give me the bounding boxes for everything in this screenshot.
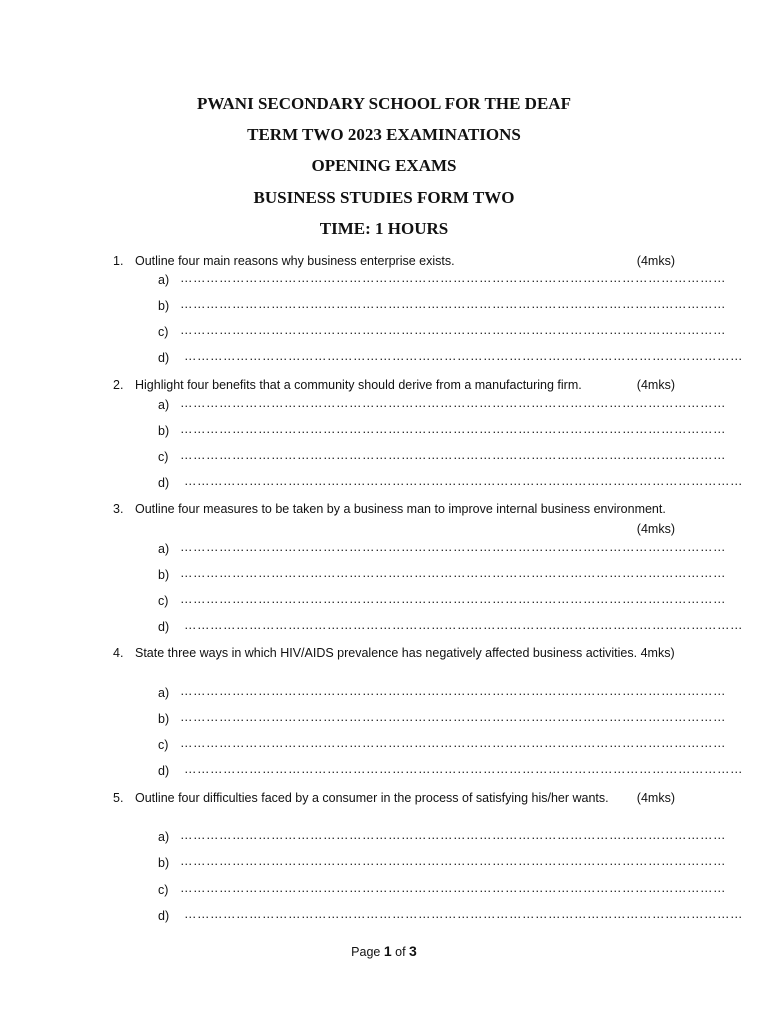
answer-label: d)	[158, 909, 170, 923]
answer-label: c)	[158, 325, 169, 339]
answer-label: d)	[158, 764, 170, 778]
question-marks: (4mks)	[636, 378, 675, 392]
answer-label: b)	[158, 856, 170, 870]
question-number: 3.	[113, 502, 124, 516]
answer-label: b)	[158, 568, 170, 582]
answer-label: b)	[158, 424, 170, 438]
subject-title: BUSINESS STUDIES FORM TWO	[253, 188, 515, 207]
question-text: Outline four difficulties faced by a consumer in the process of satisfying his/her wants.	[135, 791, 609, 805]
answer-dots: ………………………………………………………………………………………………………………	[180, 271, 726, 285]
page-word: Page	[351, 945, 381, 959]
answer-label: b)	[158, 299, 170, 313]
answer-dots: ………………………………………………………………………………………………………………	[180, 396, 726, 410]
page-number: 1	[383, 943, 392, 959]
answer-label: c)	[158, 450, 169, 464]
answer-dots: ………………………………………………………………………………………………………………	[180, 540, 726, 554]
answer-dots: …………………………………………………………………………………………………………………	[184, 618, 743, 632]
question-marks: (4mks)	[636, 791, 675, 805]
answer-dots: ………………………………………………………………………………………………………………	[180, 592, 726, 606]
answer-dots: …………………………………………………………………………………………………………………	[184, 907, 743, 921]
question-3	[113, 501, 675, 541]
answer-dots: ………………………………………………………………………………………………………………	[180, 854, 726, 868]
answer-dots: …………………………………………………………………………………………………………………	[184, 474, 743, 488]
answer-dots: ………………………………………………………………………………………………………………	[180, 297, 726, 311]
answer-dots: ………………………………………………………………………………………………………………	[180, 566, 726, 580]
answer-label: a)	[158, 686, 170, 700]
question-text: Highlight four benefits that a community should derive from a manufacturing firm.	[135, 378, 582, 392]
answer-dots: ………………………………………………………………………………………………………………	[180, 448, 726, 462]
question-number: 1.	[113, 254, 124, 268]
answer-dots: ………………………………………………………………………………………………………………	[180, 684, 726, 698]
page-total: 3	[409, 943, 417, 959]
question-number: 5.	[113, 791, 124, 805]
school-name: PWANI SECONDARY SCHOOL FOR THE DEAF	[197, 94, 571, 113]
of-word: of	[395, 945, 406, 959]
question-number: 2.	[113, 378, 124, 392]
answer-label: b)	[158, 712, 170, 726]
answer-label: a)	[158, 830, 170, 844]
answer-label: c)	[158, 883, 169, 897]
answer-label: a)	[158, 542, 170, 556]
exam-title: OPENING EXAMS	[311, 156, 457, 175]
answer-label: c)	[158, 594, 169, 608]
answer-label: d)	[158, 476, 170, 490]
answer-dots: ………………………………………………………………………………………………………………	[180, 736, 726, 750]
page-footer	[0, 943, 768, 959]
answer-dots: ………………………………………………………………………………………………………………	[180, 323, 726, 337]
exam-time: TIME: 1 HOURS	[319, 219, 449, 238]
answer-dots: ………………………………………………………………………………………………………………	[180, 710, 726, 724]
answer-label: d)	[158, 620, 170, 634]
question-text: Outline four measures to be taken by a business man to improve internal business environment.	[135, 502, 666, 516]
answer-label: a)	[158, 273, 170, 287]
answer-dots: ………………………………………………………………………………………………………………	[180, 828, 726, 842]
answer-dots: ………………………………………………………………………………………………………………	[180, 422, 726, 436]
question-text: Outline four main reasons why business enterprise exists.	[135, 254, 455, 268]
answer-label: d)	[158, 351, 170, 365]
answer-label: a)	[158, 398, 170, 412]
answer-dots: …………………………………………………………………………………………………………………	[184, 349, 743, 363]
question-text: State three ways in which HIV/AIDS prevalence has negatively affected business activities. 4mks)	[135, 646, 675, 660]
question-marks: (4mks)	[636, 522, 675, 536]
answer-dots: ………………………………………………………………………………………………………………	[180, 881, 726, 895]
answer-label: c)	[158, 738, 169, 752]
question-marks: (4mks)	[636, 254, 675, 268]
answer-dots: …………………………………………………………………………………………………………………	[184, 762, 743, 776]
exam-term: TERM TWO 2023 EXAMINATIONS	[247, 125, 521, 144]
question-number: 4.	[113, 646, 124, 660]
